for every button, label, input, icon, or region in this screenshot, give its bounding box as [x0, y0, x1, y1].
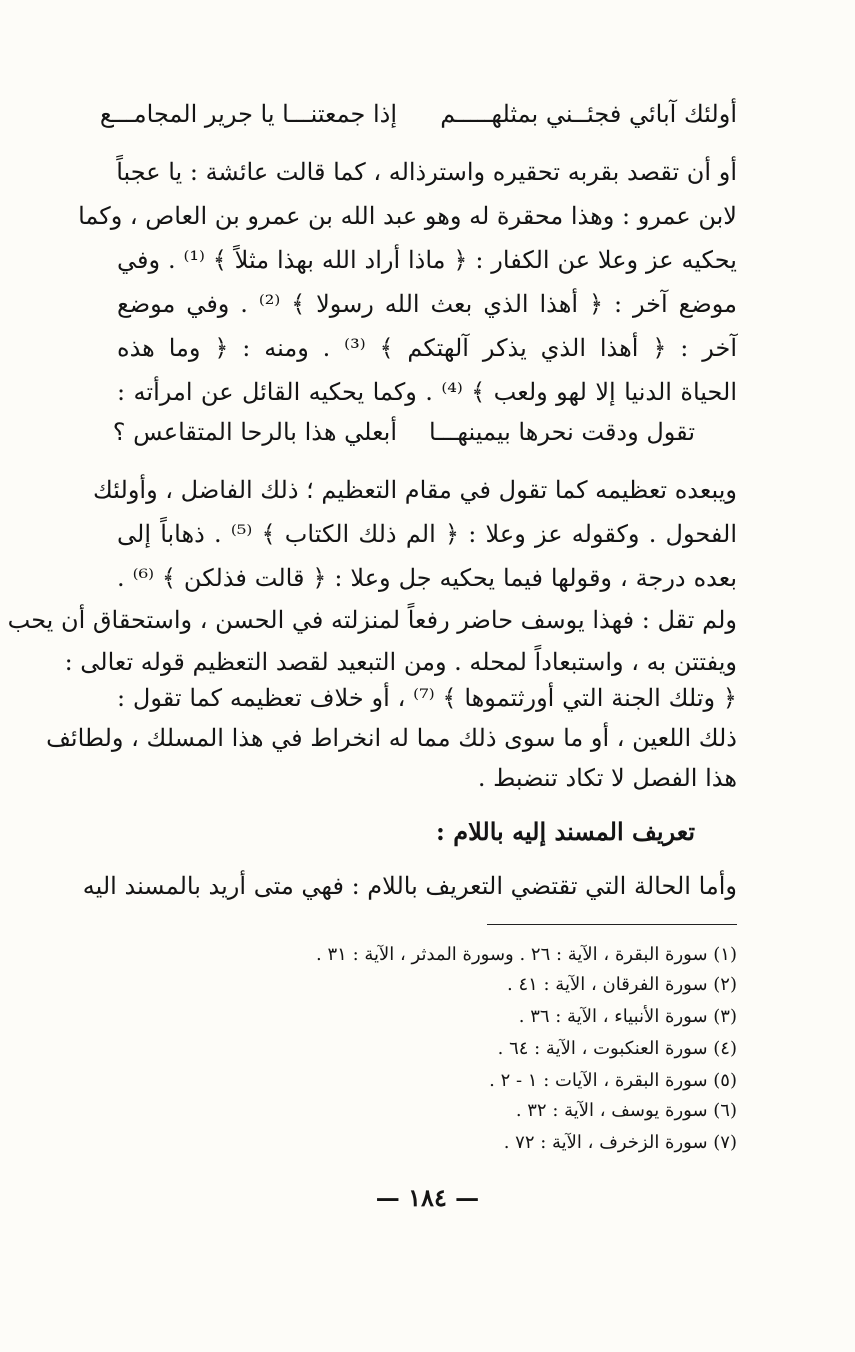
- paragraph-1-line: لابن عمرو : وهذا محقرة له وهو عبد الله بن عمرو بن العاص ، وكما: [78, 202, 737, 230]
- section-heading: تعريف المسند إليه باللام :: [436, 817, 695, 846]
- paragraph-2-line: ويبعده تعظيمه كما تقول في مقام التعظيم ؛ ذلك الفاضل ، وأولئك: [93, 476, 737, 504]
- paragraph-2-line: بعده درجة ، وقولها فيما يحكيه جل وعلا : ﴿ قالت فذلكن ﴾ ⁽⁶⁾ .: [117, 564, 737, 592]
- paragraph-1-line: آخر : ﴿ أهذا الذي يذكر آلهتكم ﴾ ⁽³⁾ . ومنه : ﴿ وما هذه: [117, 334, 738, 362]
- footnote-separator: [487, 924, 737, 925]
- footnote: (٤) سورة العنكبوت ، الآية : ٦٤ .: [497, 1038, 737, 1059]
- paragraph-2-line: ولم تقل : فهذا يوسف حاضر رفعاً لمنزلته في الحسن ، واستحقاق أن يحب: [7, 606, 737, 634]
- paragraph-1-line: موضع آخر : ﴿ أهذا الذي بعث الله رسولا ﴾ ⁽²⁾ . وفي موضع: [117, 290, 737, 318]
- paragraph-2-line: الفحول . وكقوله عز وعلا : ﴿ الم ذلك الكتاب ﴾ ⁽⁵⁾ . ذهاباً إلى: [117, 520, 737, 548]
- footnote: (٢) سورة الفرقان ، الآية : ٤١ .: [507, 974, 737, 995]
- verse-top-right-hemistich: أولئك آبائي فجئــني بمثلهـــــم: [440, 100, 737, 128]
- verse-top-left-hemistich: إذا جمعتنـــا يا جرير المجامـــع: [99, 100, 397, 128]
- footnote: (٧) سورة الزخرف ، الآية : ٧٢ .: [503, 1132, 737, 1153]
- footnote: (٥) سورة البقرة ، الآيات : ١ - ٢ .: [489, 1070, 737, 1091]
- paragraph-1-line: أو أن تقصد بقربه تحقيره واسترذاله ، كما قالت عائشة : يا عجباً: [116, 158, 737, 186]
- paragraph-2-line: ذلك اللعين ، أو ما سوى ذلك مما له انخراط في هذا المسلك ، ولطائف: [46, 724, 737, 752]
- footnote: (٣) سورة الأنبياء ، الآية : ٣٦ .: [518, 1006, 737, 1027]
- page-number: — ١٨٤ —: [375, 1183, 480, 1212]
- verse-middle-left-hemistich: أبعلي هذا بالرحا المتقاعس ؟: [112, 418, 397, 446]
- footnote: (٦) سورة يوسف ، الآية : ٣٢ .: [515, 1100, 737, 1121]
- paragraph-2-line: ﴿ وتلك الجنة التي أورثتموها ﴾ ⁽⁷⁾ ، أو خلاف تعظيمه كما تقول :: [117, 684, 737, 712]
- paragraph-1-line: الحياة الدنيا إلا لهو ولعب ﴾ ⁽⁴⁾ . وكما يحكيه القائل عن امرأته :: [117, 378, 737, 406]
- paragraph-3-line: وأما الحالة التي تقتضي التعريف باللام : فهي متى أريد بالمسند اليه: [82, 872, 737, 900]
- paragraph-1-line: يحكيه عز وعلا عن الكفار : ﴿ ماذا أراد الله بهذا مثلاً ﴾ ⁽¹⁾ . وفي: [117, 246, 737, 274]
- paragraph-2-line: هذا الفصل لا تكاد تنضبط .: [477, 764, 737, 792]
- verse-middle-right-hemistich: تقول ودقت نحرها بيمينهـــا: [429, 418, 695, 446]
- paragraph-2-line: ويفتتن به ، واستبعاداً لمحله . ومن التبعيد لقصد التعظيم قوله تعالى :: [64, 648, 737, 676]
- footnote: (١) سورة البقرة ، الآية : ٢٦ . وسورة المدثر ، الآية : ٣١ .: [316, 944, 737, 965]
